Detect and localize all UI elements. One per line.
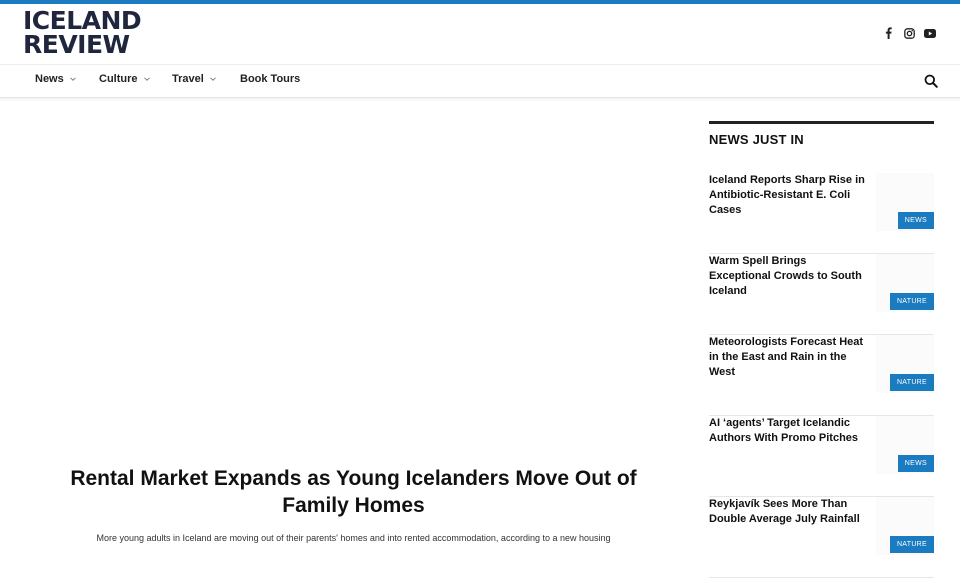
search-icon[interactable] bbox=[924, 74, 938, 88]
nav-item-label: News bbox=[35, 73, 64, 85]
nav-item-label: Travel bbox=[172, 73, 204, 85]
category-badge[interactable]: NEWS bbox=[898, 455, 934, 472]
site-logo[interactable] bbox=[23, 6, 153, 59]
news-item-title[interactable]: Iceland Reports Sharp Rise in Antibiotic-Resistant E. Coli Cases bbox=[709, 174, 865, 216]
news-item-title[interactable]: Warm Spell Brings Exceptional Crowds to South Iceland bbox=[709, 255, 862, 297]
chevron-down-icon bbox=[144, 76, 150, 82]
sidebar-heading-rule bbox=[709, 121, 934, 124]
chevron-down-icon bbox=[210, 76, 216, 82]
news-item-title[interactable]: Reykjavík Sees More Than Double Average July Rainfall bbox=[709, 498, 860, 525]
sidebar-news-item[interactable] bbox=[709, 335, 934, 416]
news-item-title[interactable]: Meteorologists Forecast Heat in the East and Rain in the West bbox=[709, 336, 864, 378]
main-navigation bbox=[0, 65, 960, 98]
category-badge[interactable]: NATURE bbox=[890, 374, 934, 391]
logo-line-1: ICELAND bbox=[23, 6, 142, 35]
youtube-icon[interactable] bbox=[924, 27, 936, 39]
social-links bbox=[882, 27, 936, 39]
nav-item-label: Book Tours bbox=[240, 73, 301, 85]
sidebar-news-item[interactable] bbox=[709, 497, 934, 578]
sidebar-news-item[interactable] bbox=[709, 416, 934, 497]
sidebar-news-item[interactable] bbox=[709, 254, 934, 335]
article-excerpt: More young adults in Iceland are moving out of their parents' homes and into rented accommodation, according to a new housing bbox=[96, 533, 611, 543]
category-badge[interactable]: NATURE bbox=[890, 293, 934, 310]
sidebar-news-item[interactable] bbox=[709, 173, 934, 254]
sidebar-heading: NEWS JUST IN bbox=[709, 132, 804, 147]
category-badge[interactable]: NATURE bbox=[890, 536, 934, 553]
logo-line-2: REVIEW bbox=[23, 30, 130, 59]
nav-item-book-tours[interactable] bbox=[240, 73, 300, 85]
instagram-icon[interactable] bbox=[903, 27, 915, 39]
news-item-title[interactable]: AI ‘agents’ Target Icelandic Authors With Promo Pitches bbox=[709, 417, 859, 444]
nav-item-label: Culture bbox=[99, 73, 138, 85]
category-badge[interactable]: NEWS bbox=[898, 212, 934, 229]
nav-item-travel[interactable] bbox=[172, 73, 216, 85]
chevron-down-icon bbox=[70, 76, 76, 82]
article-title[interactable]: Rental Market Expands as Young Icelanders Move Out of Family Homes bbox=[70, 467, 637, 517]
nav-item-culture[interactable] bbox=[99, 73, 150, 85]
site-header bbox=[0, 4, 960, 65]
nav-item-news[interactable] bbox=[35, 73, 76, 85]
facebook-icon[interactable] bbox=[882, 27, 894, 39]
news-just-in-sidebar bbox=[709, 121, 934, 548]
